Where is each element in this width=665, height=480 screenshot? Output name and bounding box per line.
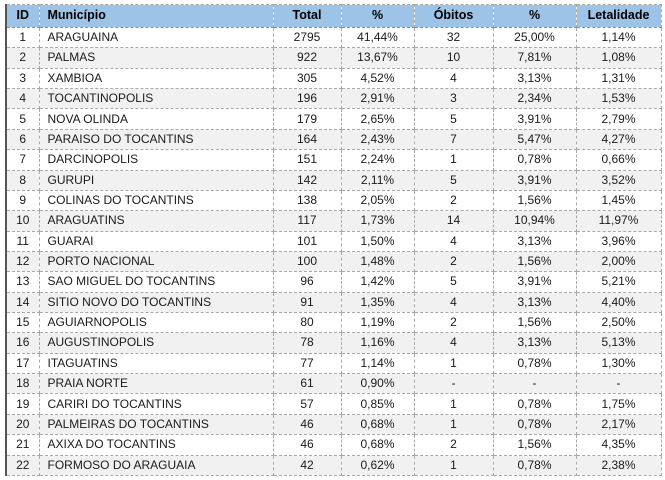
cell-id: 8 [6, 170, 39, 190]
cell-municipio: GUARAI [39, 231, 273, 251]
cell-municipio: PALMAS [39, 48, 273, 68]
cell-municipio: PORTO NACIONAL [39, 251, 273, 271]
cell-pct-obitos: 3,91% [493, 272, 576, 292]
header-pct-obitos: % [493, 5, 576, 28]
cell-id: 12 [6, 251, 39, 271]
cell-obitos: 4 [414, 292, 493, 312]
cell-letalidade: 0,66% [576, 150, 661, 170]
cell-municipio: AGUIARNOPOLIS [39, 313, 273, 333]
cell-pct-obitos: 2,34% [493, 89, 576, 109]
cell-total: 57 [273, 394, 341, 414]
table-row [6, 435, 661, 455]
cell-obitos: 4 [414, 333, 493, 353]
table-row [6, 129, 661, 149]
cell-municipio: TOCANTINOPOLIS [39, 89, 273, 109]
cell-pct-obitos: 3,91% [493, 109, 576, 129]
cell-total: 100 [273, 251, 341, 271]
cell-obitos: 1 [414, 394, 493, 414]
cell-pct-obitos: 3,13% [493, 68, 576, 88]
cell-id: 15 [6, 313, 39, 333]
cell-obitos: 1 [414, 414, 493, 434]
cell-total: 96 [273, 272, 341, 292]
cell-total: 78 [273, 333, 341, 353]
cell-id: 7 [6, 150, 39, 170]
cell-pct-total: 1,50% [341, 231, 414, 251]
cell-pct-total: 0,85% [341, 394, 414, 414]
table-row [6, 292, 661, 312]
cell-obitos: 1 [414, 353, 493, 373]
cell-id: 22 [6, 455, 39, 475]
table-row [6, 48, 661, 68]
cell-obitos: - [414, 374, 493, 394]
cell-municipio: XAMBIOA [39, 68, 273, 88]
cell-total: 46 [273, 435, 341, 455]
cell-pct-obitos: 0,78% [493, 150, 576, 170]
cell-total: 2795 [273, 28, 341, 48]
cell-pct-obitos: 0,78% [493, 455, 576, 475]
cell-pct-total: 1,35% [341, 292, 414, 312]
cell-pct-total: 2,43% [341, 129, 414, 149]
cell-letalidade: 4,40% [576, 292, 661, 312]
cell-letalidade: 5,21% [576, 272, 661, 292]
cell-pct-obitos: 3,13% [493, 292, 576, 312]
table-row [6, 190, 661, 210]
table-body [6, 28, 661, 476]
cell-pct-total: 0,62% [341, 455, 414, 475]
cell-pct-total: 4,52% [341, 68, 414, 88]
cell-obitos: 5 [414, 272, 493, 292]
cell-municipio: COLINAS DO TOCANTINS [39, 190, 273, 210]
cell-letalidade: 2,00% [576, 251, 661, 271]
cell-letalidade: 2,79% [576, 109, 661, 129]
table-row [6, 353, 661, 373]
cell-municipio: SITIO NOVO DO TOCANTINS [39, 292, 273, 312]
cell-letalidade: 1,14% [576, 28, 661, 48]
table-row [6, 394, 661, 414]
cell-id: 9 [6, 190, 39, 210]
table-row [6, 211, 661, 231]
table-header-row [6, 5, 661, 28]
cell-obitos: 3 [414, 89, 493, 109]
table-row [6, 455, 661, 475]
cell-pct-total: 0,68% [341, 435, 414, 455]
cell-letalidade: 3,52% [576, 170, 661, 190]
cell-id: 5 [6, 109, 39, 129]
cell-total: 164 [273, 129, 341, 149]
cell-pct-total: 1,19% [341, 313, 414, 333]
header-id: ID [6, 5, 39, 28]
cell-pct-total: 2,11% [341, 170, 414, 190]
cell-id: 18 [6, 374, 39, 394]
table-row [6, 414, 661, 434]
cell-total: 179 [273, 109, 341, 129]
table-row [6, 68, 661, 88]
cell-total: 138 [273, 190, 341, 210]
cell-pct-total: 2,91% [341, 89, 414, 109]
cell-municipio: CARIRI DO TOCANTINS [39, 394, 273, 414]
cell-pct-total: 1,14% [341, 353, 414, 373]
cell-municipio: PARAISO DO TOCANTINS [39, 129, 273, 149]
cell-letalidade: 1,45% [576, 190, 661, 210]
cell-letalidade: 1,31% [576, 68, 661, 88]
cell-obitos: 4 [414, 68, 493, 88]
cell-obitos: 7 [414, 129, 493, 149]
cell-pct-obitos: 0,78% [493, 353, 576, 373]
cell-letalidade: 2,50% [576, 313, 661, 333]
cell-obitos: 1 [414, 455, 493, 475]
cell-municipio: PRAIA NORTE [39, 374, 273, 394]
cell-letalidade: 4,27% [576, 129, 661, 149]
cell-pct-obitos: 3,13% [493, 333, 576, 353]
cell-municipio: DARCINOPOLIS [39, 150, 273, 170]
cell-letalidade: 1,30% [576, 353, 661, 373]
cell-pct-obitos: 1,56% [493, 251, 576, 271]
cell-letalidade: 11,97% [576, 211, 661, 231]
table-header [6, 5, 661, 28]
cell-pct-total: 1,42% [341, 272, 414, 292]
table-row [6, 272, 661, 292]
cell-pct-obitos: 0,78% [493, 414, 576, 434]
cell-letalidade: 2,17% [576, 414, 661, 434]
cell-obitos: 32 [414, 28, 493, 48]
cell-letalidade: 3,96% [576, 231, 661, 251]
cell-obitos: 14 [414, 211, 493, 231]
cell-total: 922 [273, 48, 341, 68]
table-row [6, 170, 661, 190]
cell-municipio: ARAGUATINS [39, 211, 273, 231]
cell-pct-total: 1,16% [341, 333, 414, 353]
cell-id: 3 [6, 68, 39, 88]
cell-total: 142 [273, 170, 341, 190]
cell-letalidade: 1,08% [576, 48, 661, 68]
cell-total: 91 [273, 292, 341, 312]
cell-obitos: 2 [414, 251, 493, 271]
cell-letalidade: 2,38% [576, 455, 661, 475]
table-row [6, 231, 661, 251]
cell-letalidade: - [576, 374, 661, 394]
cell-obitos: 2 [414, 313, 493, 333]
cell-total: 196 [273, 89, 341, 109]
cell-letalidade: 1,75% [576, 394, 661, 414]
cell-municipio: PALMEIRAS DO TOCANTINS [39, 414, 273, 434]
cell-id: 6 [6, 129, 39, 149]
cell-pct-obitos: 1,56% [493, 313, 576, 333]
cell-pct-total: 0,68% [341, 414, 414, 434]
cell-municipio: ITAGUATINS [39, 353, 273, 373]
cell-id: 19 [6, 394, 39, 414]
cell-id: 16 [6, 333, 39, 353]
cell-municipio: AXIXA DO TOCANTINS [39, 435, 273, 455]
table-row [6, 89, 661, 109]
cell-obitos: 4 [414, 231, 493, 251]
table-row [6, 333, 661, 353]
cell-total: 305 [273, 68, 341, 88]
cell-pct-obitos: 3,13% [493, 231, 576, 251]
cell-total: 80 [273, 313, 341, 333]
cell-municipio: SAO MIGUEL DO TOCANTINS [39, 272, 273, 292]
cell-id: 13 [6, 272, 39, 292]
cell-obitos: 2 [414, 435, 493, 455]
cell-pct-total: 1,73% [341, 211, 414, 231]
cell-total: 46 [273, 414, 341, 434]
cell-id: 20 [6, 414, 39, 434]
table-row [6, 251, 661, 271]
cell-pct-total: 13,67% [341, 48, 414, 68]
cell-municipio: ARAGUAINA [39, 28, 273, 48]
cell-pct-obitos: 3,91% [493, 170, 576, 190]
cell-municipio: FORMOSO DO ARAGUAIA [39, 455, 273, 475]
municipios-table [5, 4, 662, 476]
cell-pct-total: 1,48% [341, 251, 414, 271]
cell-pct-obitos: 1,56% [493, 190, 576, 210]
cell-id: 4 [6, 89, 39, 109]
header-letalidade: Letalidade [576, 5, 661, 28]
cell-total: 151 [273, 150, 341, 170]
cell-id: 2 [6, 48, 39, 68]
cell-pct-obitos: 7,81% [493, 48, 576, 68]
cell-total: 101 [273, 231, 341, 251]
cell-obitos: 10 [414, 48, 493, 68]
cell-obitos: 2 [414, 190, 493, 210]
header-pct-total: % [341, 5, 414, 28]
cell-pct-total: 0,90% [341, 374, 414, 394]
table-row [6, 28, 661, 48]
header-obitos: Óbitos [414, 5, 493, 28]
cell-id: 21 [6, 435, 39, 455]
cell-pct-obitos: 0,78% [493, 394, 576, 414]
cell-pct-total: 41,44% [341, 28, 414, 48]
cell-pct-total: 2,05% [341, 190, 414, 210]
cell-id: 1 [6, 28, 39, 48]
cell-municipio: GURUPI [39, 170, 273, 190]
cell-letalidade: 4,35% [576, 435, 661, 455]
table-row [6, 150, 661, 170]
cell-total: 77 [273, 353, 341, 373]
cell-pct-total: 2,24% [341, 150, 414, 170]
cell-id: 10 [6, 211, 39, 231]
cell-pct-total: 2,65% [341, 109, 414, 129]
cell-total: 117 [273, 211, 341, 231]
cell-id: 17 [6, 353, 39, 373]
table-row [6, 109, 661, 129]
cell-obitos: 5 [414, 109, 493, 129]
cell-total: 61 [273, 374, 341, 394]
cell-id: 11 [6, 231, 39, 251]
cell-obitos: 5 [414, 170, 493, 190]
cell-total: 42 [273, 455, 341, 475]
table-row [6, 374, 661, 394]
cell-pct-obitos: 1,56% [493, 435, 576, 455]
table-row [6, 313, 661, 333]
header-total: Total [273, 5, 341, 28]
cell-obitos: 1 [414, 150, 493, 170]
header-municipio: Município [39, 5, 273, 28]
cell-pct-obitos: 10,94% [493, 211, 576, 231]
cell-pct-obitos: 25,00% [493, 28, 576, 48]
cell-pct-obitos: - [493, 374, 576, 394]
cell-letalidade: 5,13% [576, 333, 661, 353]
cell-pct-obitos: 5,47% [493, 129, 576, 149]
cell-id: 14 [6, 292, 39, 312]
cell-letalidade: 1,53% [576, 89, 661, 109]
cell-municipio: AUGUSTINOPOLIS [39, 333, 273, 353]
cell-municipio: NOVA OLINDA [39, 109, 273, 129]
